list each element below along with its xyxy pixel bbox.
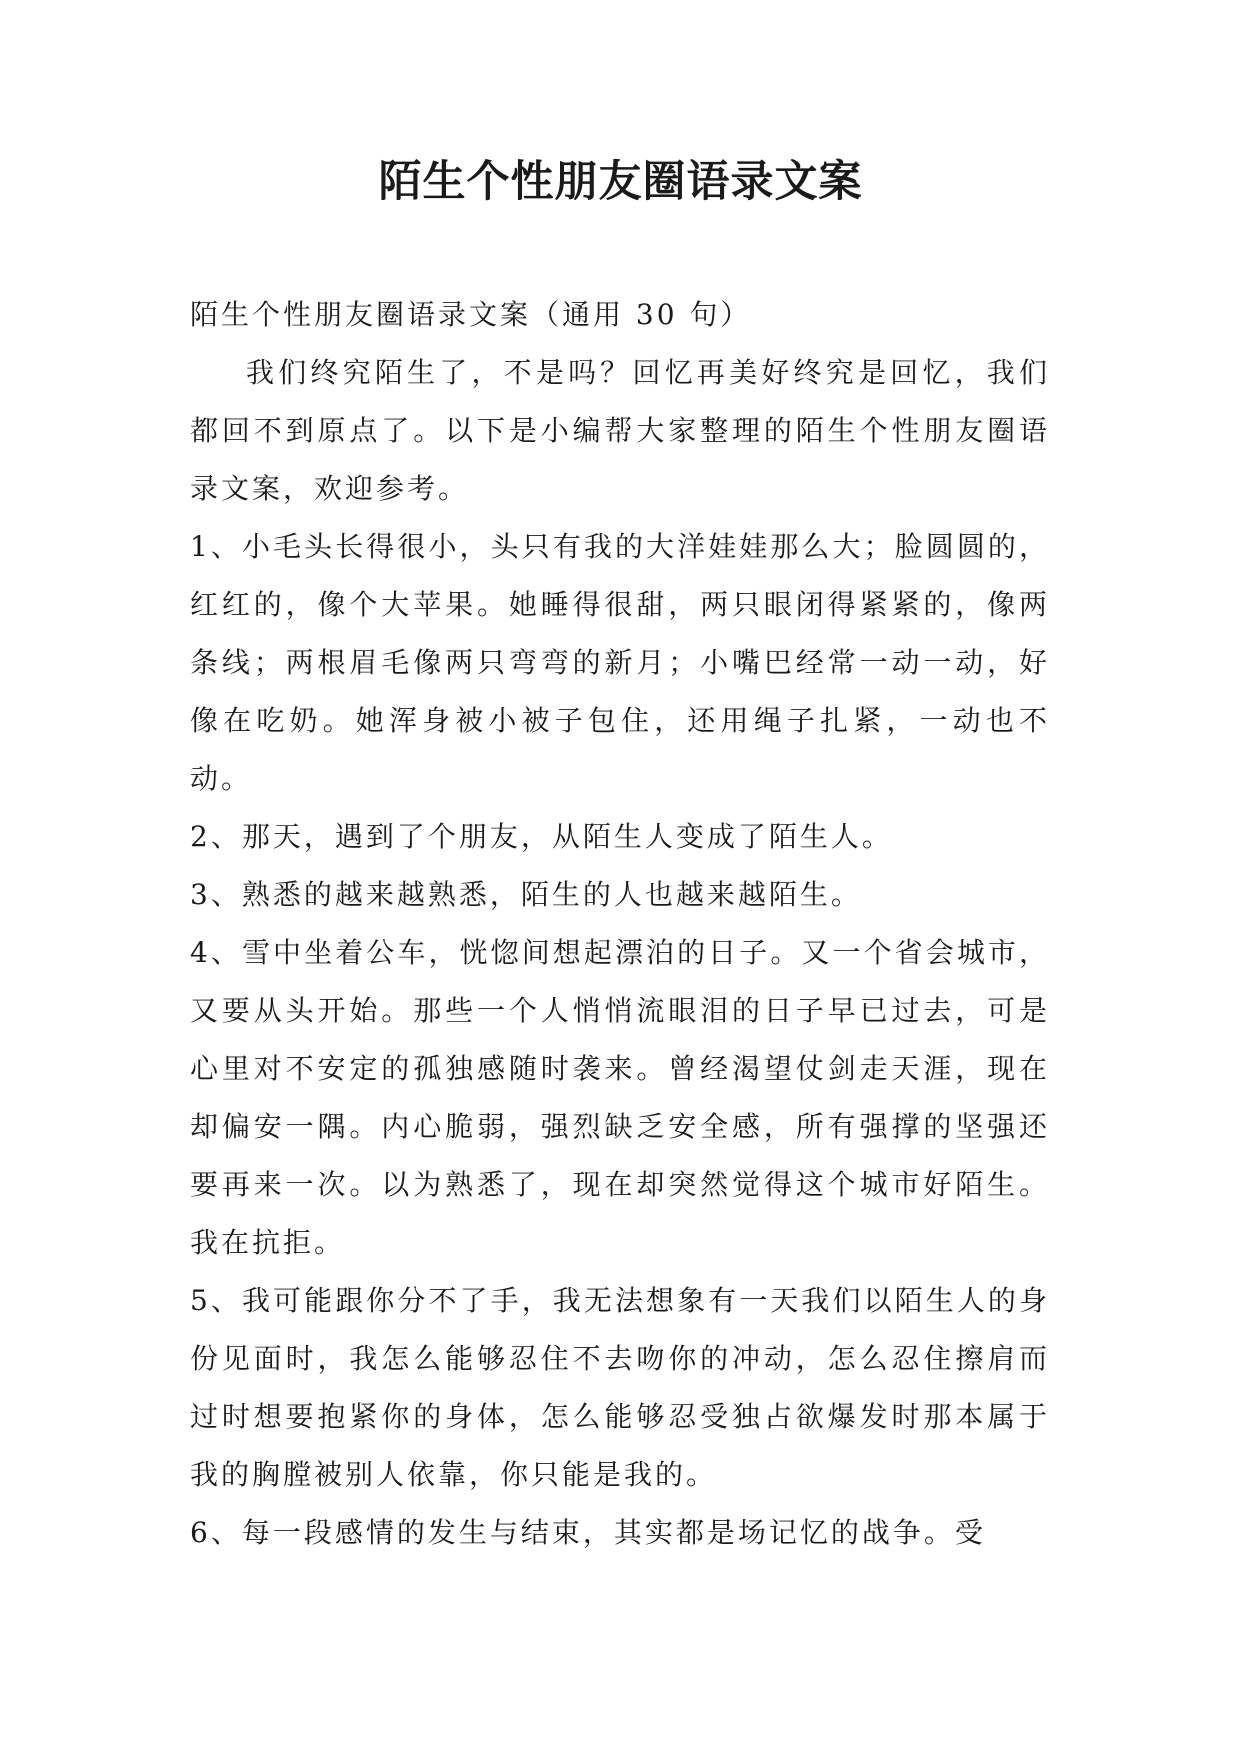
document-body [190,286,1050,1562]
list-item: 5、我可能跟你分不了手，我无法想象有一天我们以陌生人的身份见面时，我怎么能够忍住不去吻你的冲动，怎么忍住擦肩而过时想要抱紧你的身体，怎么能够忍受独占欲爆发时那本属于我的胸膛被别人依靠，你只能是我的。 [190,1284,1050,1491]
list-item: 3、熟悉的越来越熟悉，陌生的人也越来越陌生。 [190,878,862,911]
list-item: 2、那天，遇到了个朋友，从陌生人变成了陌生人。 [190,820,893,853]
document-title: 陌生个性朋友圈语录文案 [378,157,863,207]
list-item: 6、每一段感情的发生与结束，其实都是场记忆的战争。受 [190,1516,986,1549]
list-item: 4、雪中坐着公车，恍惚间想起漂泊的日子。又一个省会城市，又要从头开始。那些一个人悄悄流眼泪的日子早已过去，可是心里对不安定的孤独感随时袭来。曾经渴望仗剑走天涯，现在却偏安一隅。内心脆弱，强烈缺乏安全感，所有强撑的坚强还要再来一次。以为熟悉了，现在却突然觉得这个城市好陌生。我在抗拒。 [190,936,1050,1259]
list-item: 1、小毛头长得很小，头只有我的大洋娃娃那么大；脸圆圆的，红红的，像个大苹果。她睡得很甜，两只眼闭得紧紧的，像两条线；两根眉毛像两只弯弯的新月；小嘴巴经常一动一动，好像在吃奶。她浑身被小被子包住，还用绳子扎紧，一动也不动。 [190,530,1050,795]
intro-paragraph: 我们终究陌生了，不是吗？回忆再美好终究是回忆，我们都回不到原点了。以下是小编帮大家整理的陌生个性朋友圈语录文案，欢迎参考。 [190,356,1050,505]
document-subtitle: 陌生个性朋友圈语录文案（通用 30 句） [190,298,752,331]
